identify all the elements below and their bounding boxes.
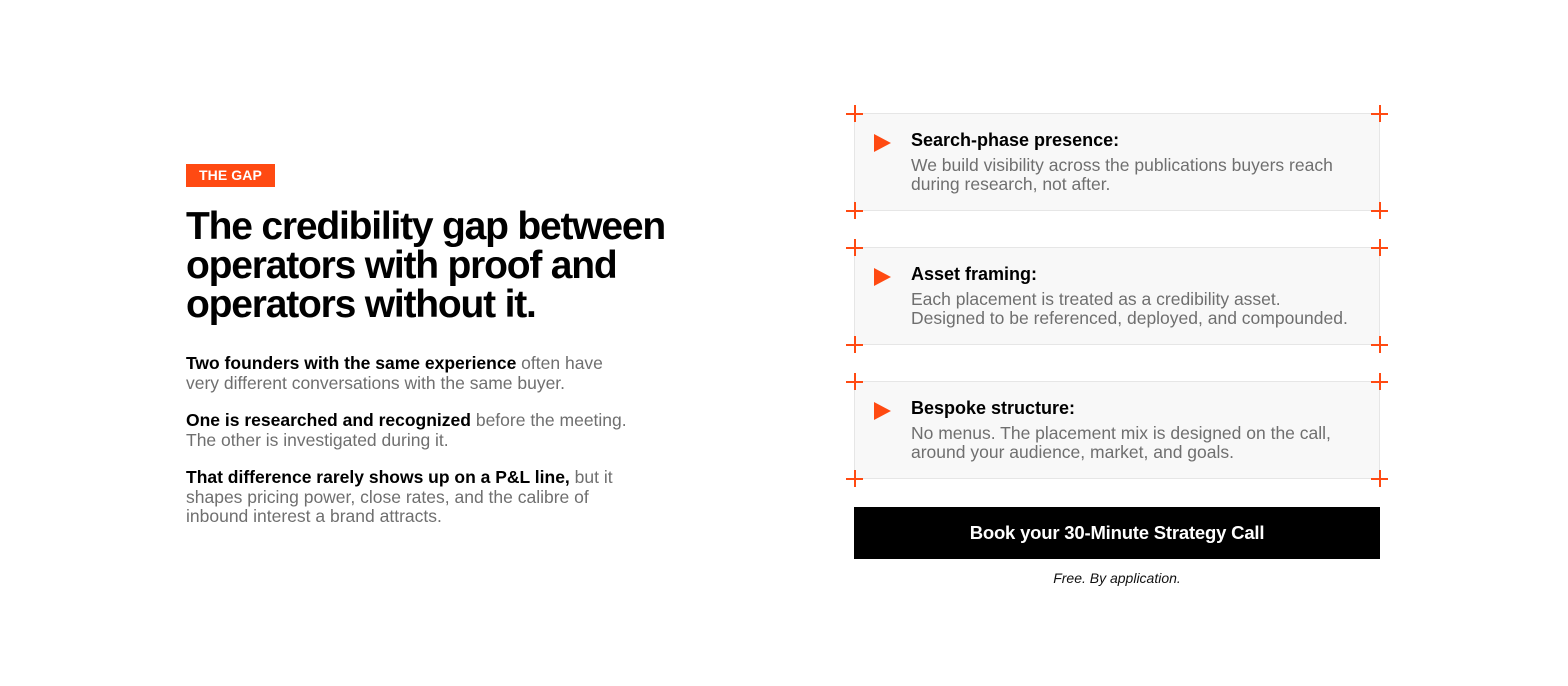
plus-icon [1371,373,1388,390]
paragraph-emphasis: Two founders with the same experience [186,353,517,373]
paragraph-emphasis: That difference rarely shows up on a P&L line, [186,467,570,487]
plus-icon [846,105,863,122]
features-column [854,113,1380,586]
plus-icon [846,202,863,219]
play-triangle-icon [874,268,891,286]
feature-description: No menus. The placement mix is designed on the call, around your audience, market, and goals. [911,423,1331,462]
plus-icon [1371,202,1388,219]
paragraph [186,468,636,527]
feature-title: Search-phase presence: [911,130,1120,150]
intro-paragraphs [186,354,706,527]
cta-note: Free. By application. [1053,570,1181,586]
plus-icon [1371,470,1388,487]
paragraph-body: before the meeting. The other is investigated during it. [186,410,627,450]
feature-title: Bespoke structure: [911,398,1076,418]
section-badge: THE GAP [186,164,275,187]
paragraph-body: often have very different conversations with the same buyer. [186,353,603,393]
play-triangle-icon [874,402,891,420]
plus-icon [846,239,863,256]
book-strategy-call-button[interactable]: Book your 30-Minute Strategy Call [854,507,1380,559]
plus-icon [846,336,863,353]
feature-title: Asset framing: [911,264,1038,284]
page-title: The credibility gap between operators with proof and operators without it. [186,205,666,326]
paragraph [186,354,636,393]
feature-card-search-phase [854,113,1380,211]
plus-icon [1371,105,1388,122]
plus-icon [1371,239,1388,256]
paragraph-emphasis: One is researched and recognized [186,410,471,430]
feature-card-asset-framing [854,247,1380,345]
feature-description: Each placement is treated as a credibility asset. Designed to be referenced, deployed, and compounded. [911,289,1348,328]
plus-icon [846,373,863,390]
play-triangle-icon [874,134,891,152]
paragraph [186,411,636,450]
intro-section [186,164,706,527]
plus-icon [846,470,863,487]
feature-description: We build visibility across the publications buyers reach during research, not after. [911,155,1333,194]
paragraph-body: but it shapes pricing power, close rates, and the calibre of inbound interest a brand attracts. [186,467,613,526]
feature-card-bespoke-structure [854,381,1380,479]
plus-icon [1371,336,1388,353]
